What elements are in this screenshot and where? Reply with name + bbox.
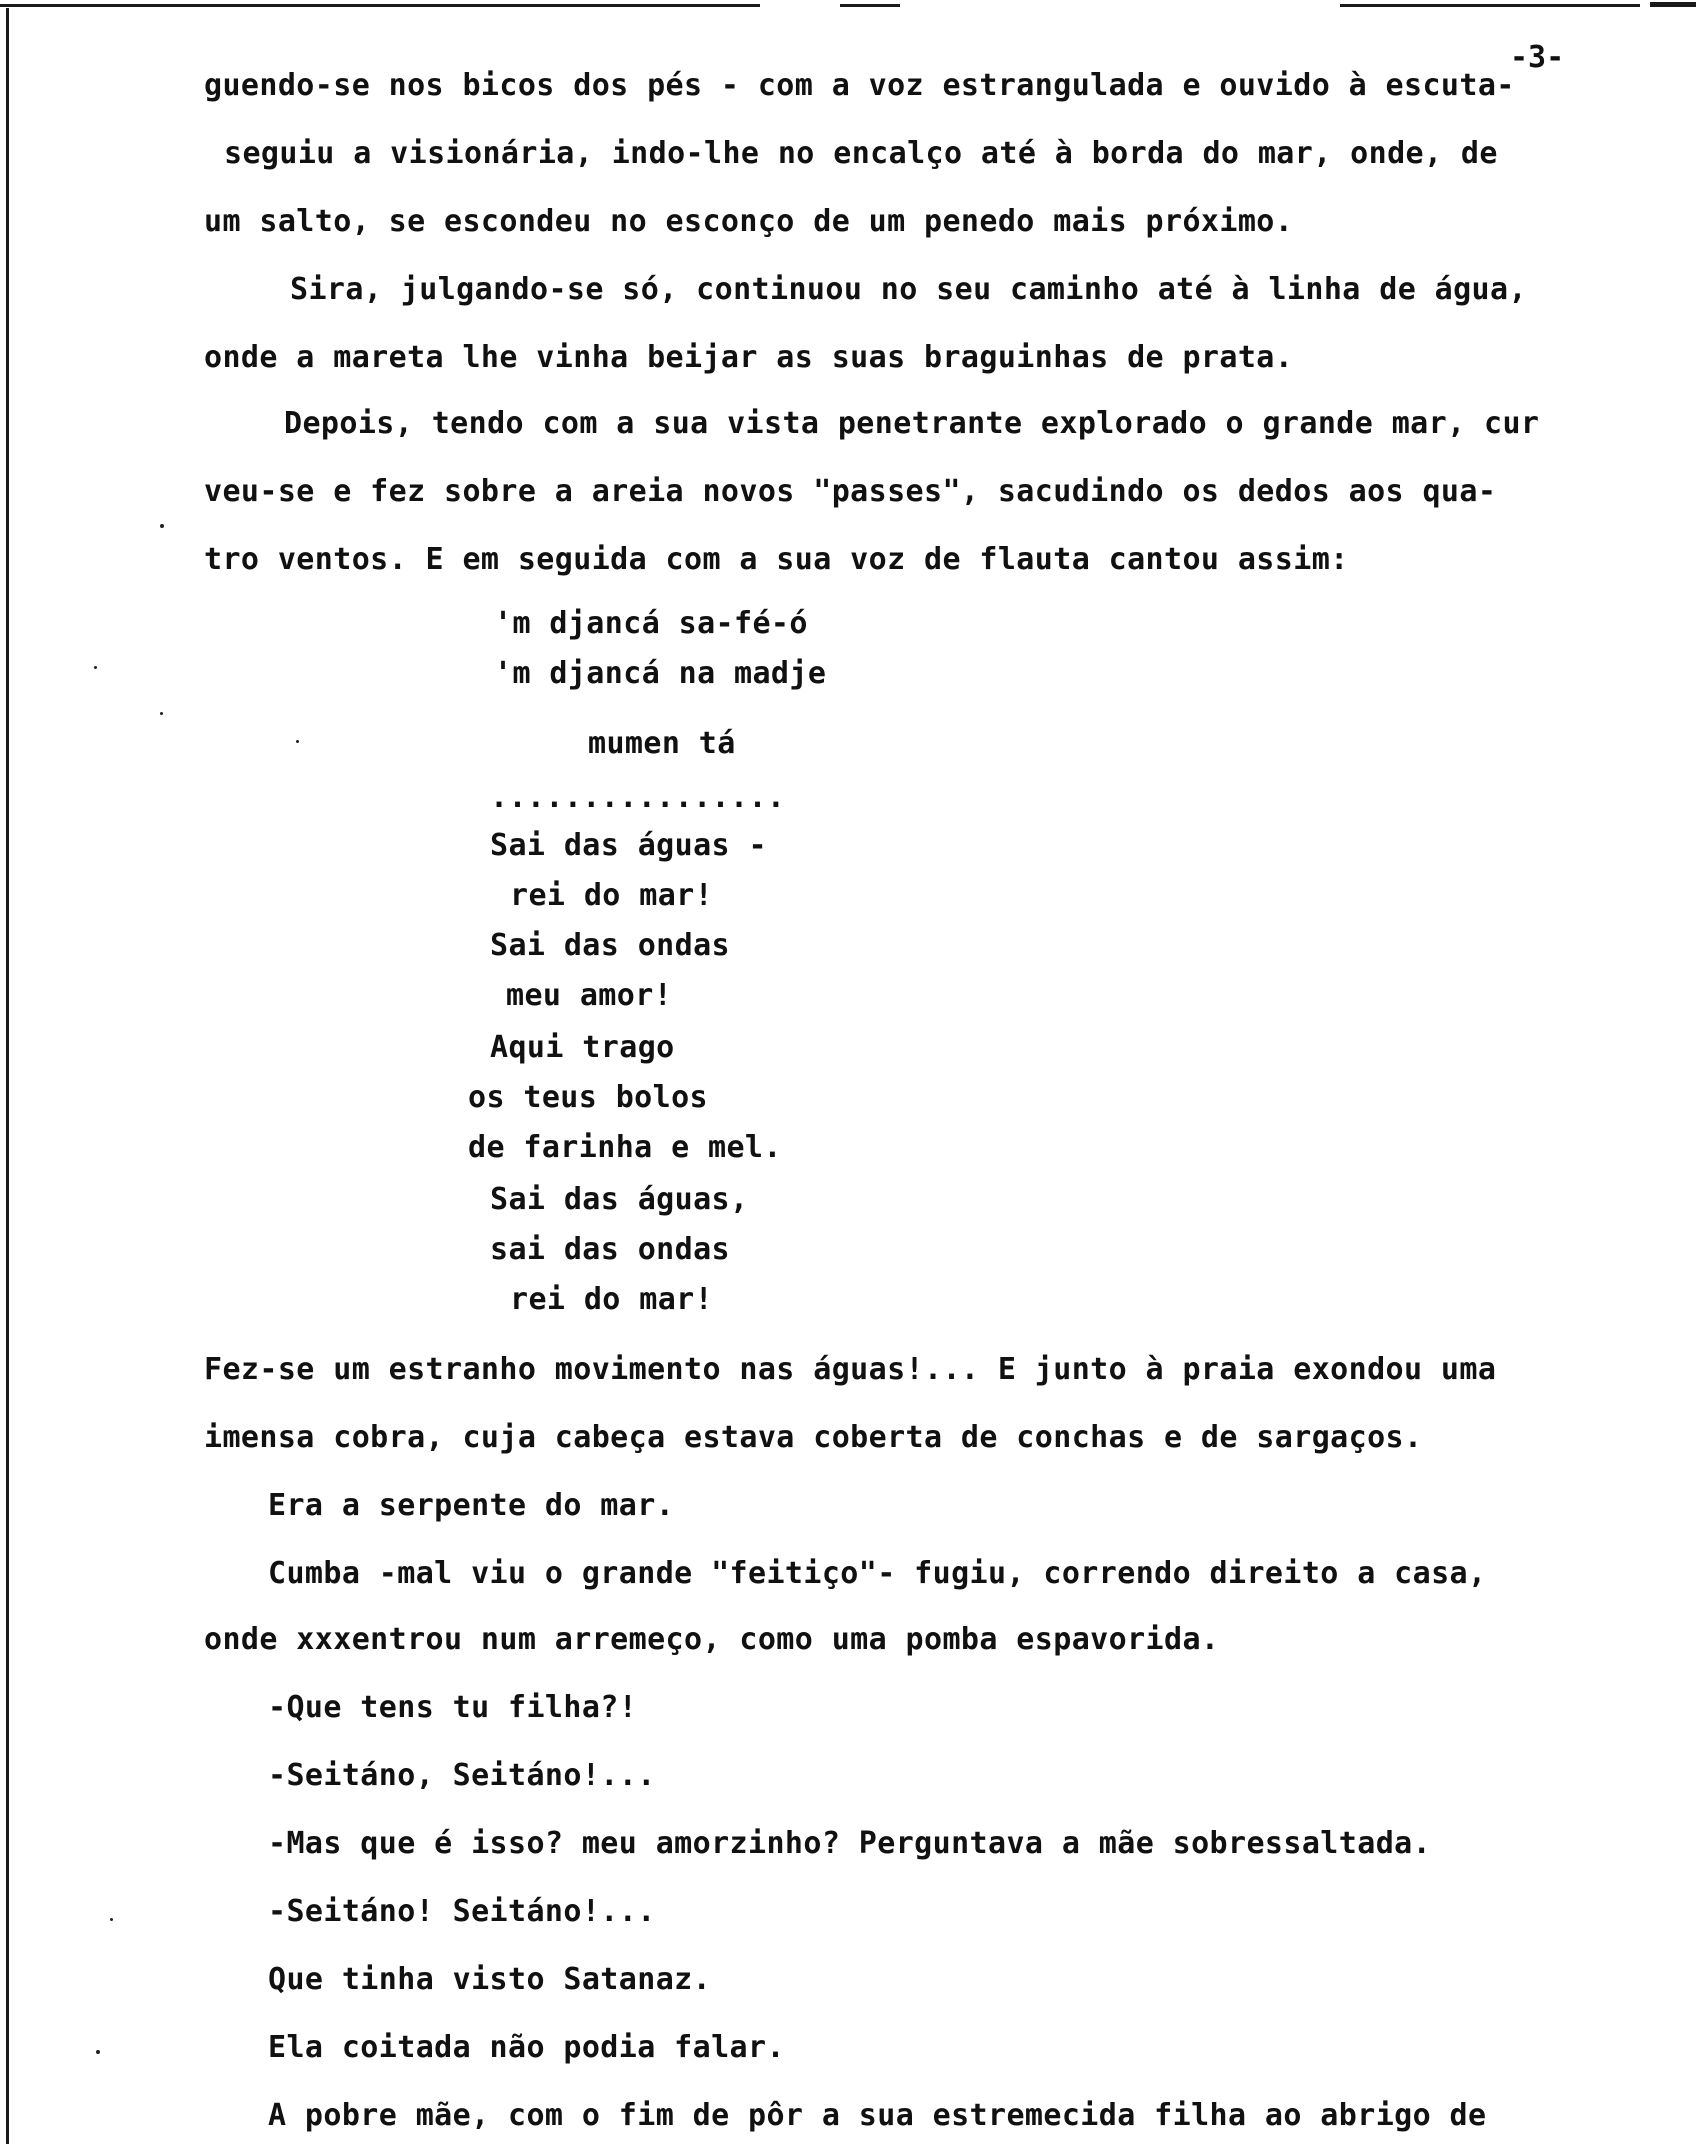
scan-left-edge bbox=[6, 8, 9, 2144]
scan-speck bbox=[160, 524, 164, 528]
text-line: Fez-se um estranho movimento nas águas!... E junto à praia exondou uma bbox=[204, 1352, 1497, 1387]
text-line: -Mas que é isso? meu amorzinho? Perguntava a mãe sobressaltada. bbox=[268, 1826, 1432, 1861]
scan-speck bbox=[110, 1918, 113, 1921]
poem-line: 'm djancá na madje bbox=[494, 656, 827, 691]
text-line: Ela coitada não podia falar. bbox=[268, 2030, 785, 2065]
text-line: veu-se e fez sobre a areia novos "passes", sacudindo os dedos aos qua- bbox=[204, 474, 1497, 509]
page-number: -3- bbox=[1510, 40, 1565, 75]
poem-line: Aqui trago bbox=[490, 1030, 675, 1065]
text-line: Depois, tendo com a sua vista penetrante explorado o grande mar, cur bbox=[284, 406, 1540, 441]
text-line: Era a serpente do mar. bbox=[268, 1488, 675, 1523]
text-line: guendo-se nos bicos dos pés - com a voz estrangulada e ouvido à escuta- bbox=[204, 68, 1515, 103]
text-line: -Que tens tu filha?! bbox=[268, 1690, 638, 1725]
text-line: A pobre mãe, com o fim de pôr a sua estremecida filha ao abrigo de bbox=[268, 2098, 1487, 2133]
scan-speck bbox=[96, 2050, 100, 2054]
text-line: Que tinha visto Satanaz. bbox=[268, 1962, 712, 1997]
poem-line: de farinha e mel. bbox=[468, 1130, 782, 1165]
poem-line: mumen tá bbox=[588, 726, 736, 761]
poem-line: Sai das águas, bbox=[490, 1182, 749, 1217]
scan-speck bbox=[160, 712, 163, 715]
text-line: -Seitáno, Seitáno!... bbox=[268, 1758, 656, 1793]
poem-line: sai das ondas bbox=[490, 1232, 730, 1267]
poem-line: rei do mar! bbox=[510, 1282, 714, 1317]
text-line: -Seitáno! Seitáno!... bbox=[268, 1894, 656, 1929]
text-line: tro ventos. E em seguida com a sua voz de flauta cantou assim: bbox=[204, 542, 1349, 577]
text-line: onde xxxentrou num arremeço, como uma pomba espavorida. bbox=[204, 1622, 1220, 1657]
poem-line: os teus bolos bbox=[468, 1080, 708, 1115]
text-line: Cumba -mal viu o grande "feitiço"- fugiu, correndo direito a casa, bbox=[268, 1556, 1487, 1591]
text-line: imensa cobra, cuja cabeça estava coberta de conchas e de sargaços. bbox=[204, 1420, 1423, 1455]
text-line: seguiu a visionária, indo-lhe no encalço até à borda do mar, onde, de bbox=[224, 136, 1498, 171]
poem-line: rei do mar! bbox=[510, 878, 714, 913]
text-line: onde a mareta lhe vinha beijar as suas braguinhas de prata. bbox=[204, 340, 1294, 375]
poem-line: Sai das ondas bbox=[490, 928, 730, 963]
scan-top-edge bbox=[0, 0, 1696, 8]
poem-line: meu amor! bbox=[506, 978, 673, 1013]
text-line: Sira, julgando-se só, continuou no seu caminho até à linha de água, bbox=[290, 272, 1527, 307]
poem-line: Sai das águas - bbox=[490, 828, 767, 863]
scan-speck bbox=[296, 740, 299, 743]
scan-speck bbox=[94, 666, 97, 669]
text-line: um salto, se escondeu no esconço de um penedo mais próximo. bbox=[204, 204, 1294, 239]
poem-line: 'm djancá sa-fé-ó bbox=[494, 606, 808, 641]
poem-line: ................ bbox=[490, 780, 786, 815]
